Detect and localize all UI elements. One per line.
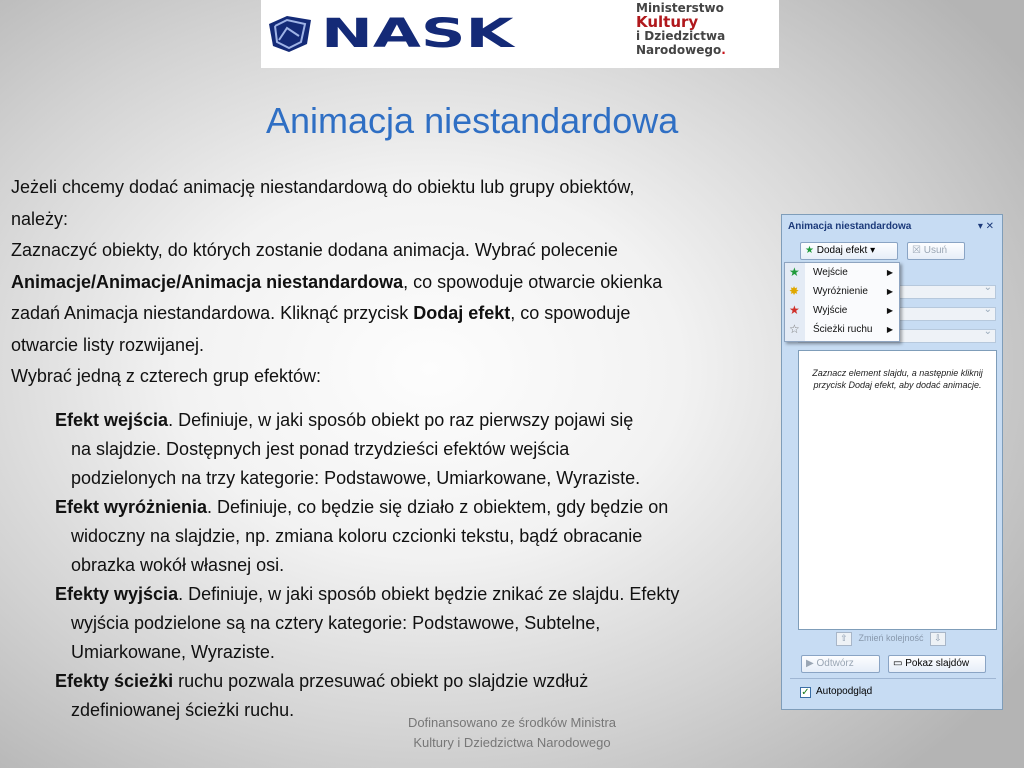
list-item (55, 493, 765, 522)
submenu-arrow-icon: ▶ (886, 306, 893, 315)
effect-term: Efekty wyjścia (55, 584, 179, 604)
list-item (55, 667, 765, 696)
slideshow-button[interactable] (888, 655, 986, 673)
autopreview-label: Autopodgląd (816, 686, 873, 697)
ministry-dot: . (721, 43, 726, 57)
body-bold: Animacje/Animacje/Animacja niestandardowa (11, 271, 404, 292)
animation-listbox[interactable] (798, 350, 997, 630)
check-icon: ✓ (801, 687, 810, 698)
effect-text: . Definiuje, co będzie się działo z obiektem, gdy będzie on (207, 497, 669, 517)
ministry-line-4-text: Narodowego (636, 43, 722, 57)
footer-line-1: Dofinansowano ze środków Ministra (407, 715, 617, 730)
play-icon: ▶ (806, 658, 814, 669)
add-effect-label: Dodaj efekt (816, 245, 868, 256)
pane-controls[interactable]: ▾ ✕ (977, 221, 994, 232)
pane-title: Animacja niestandardowa (788, 221, 912, 232)
menu-item-label: Wyjście (813, 305, 848, 316)
list-item-cont: zdefiniowanej ścieżki ruchu. (71, 700, 295, 720)
chevron-down-icon: ▾ (870, 245, 876, 256)
nask-logo (267, 11, 514, 57)
list-item-cont: widoczny na slajdzie, np. zmiana koloru czcionki tekstu, bądź obracanie (71, 526, 643, 546)
pane-divider (790, 678, 996, 679)
list-item-cont: obrazka wokół własnej osi. (71, 555, 285, 575)
effect-term: Efekty ścieżki (55, 671, 174, 691)
reorder-label: Zmień kolejność (858, 633, 924, 643)
body-line: Wybrać jedną z czterech grup efektów: (11, 366, 321, 386)
exit-star-icon: ★ (789, 303, 800, 317)
emphasis-star-icon: ✸ (789, 284, 800, 298)
move-up-icon[interactable]: ⇧ (836, 632, 852, 646)
menu-item-label: Wejście (813, 267, 848, 278)
add-effect-button[interactable] (800, 242, 898, 260)
body-line (11, 298, 771, 330)
list-item (55, 406, 765, 435)
remove-icon: ☒ (912, 245, 921, 256)
submenu-arrow-icon: ▶ (886, 268, 893, 277)
effect-text: ruchu pozwala przesuwać obiekt po slajdzie wzdłuż (173, 671, 589, 691)
submenu-arrow-icon: ▶ (886, 287, 893, 296)
reorder-row (836, 632, 996, 646)
autopreview-checkbox[interactable] (800, 687, 811, 698)
effect-text: . Definiuje, w jaki sposób obiekt będzie znikać ze slajdu. Efekty (178, 584, 680, 604)
ministry-line-1: Ministerstwo (636, 1, 724, 15)
footer-line-2: Kultury i Dziedzictwa Narodowego (413, 735, 611, 750)
menu-item-motion-paths[interactable] (785, 320, 899, 339)
motion-path-star-icon: ☆ (789, 322, 800, 336)
nask-wordmark: NASK (321, 11, 514, 57)
add-effect-menu (784, 262, 900, 342)
ministry-line-4 (636, 43, 726, 57)
effects-list (55, 406, 765, 725)
body-line: należy: (11, 208, 69, 229)
effect-text: . Definiuje, w jaki sposób obiekt po raz pierwszy pojawi się (168, 410, 634, 430)
body-text: , co spowoduje (510, 303, 631, 323)
menu-item-emphasis[interactable] (785, 282, 899, 301)
listbox-hint: Zaznacz element slajdu, a następnie kliknij przycisk Dodaj efekt, aby dodać animacje. (812, 368, 983, 390)
submenu-arrow-icon: ▶ (886, 325, 893, 334)
entrance-star-icon: ★ (789, 265, 800, 279)
menu-item-entrance[interactable] (785, 263, 899, 282)
slide-body (11, 172, 771, 393)
logo-banner (261, 0, 779, 68)
menu-item-label: Wyróżnienie (813, 286, 868, 297)
menu-item-label: Ścieżki ruchu (813, 324, 873, 335)
slideshow-icon: ▭ (893, 658, 903, 669)
list-item-cont: wyjścia podzielone są na cztery kategorie: Podstawowe, Subtelne, (71, 613, 601, 633)
slide-title: Animacja niestandardowa (266, 100, 679, 141)
ministry-line-2: Kultury (636, 13, 699, 31)
funding-footer (372, 713, 652, 753)
body-text: , co spowoduje otwarcie okienka (403, 271, 663, 292)
nask-emblem-icon (267, 14, 313, 54)
list-item-cont: podzielonych na trzy kategorie: Podstawowe, Umiarkowane, Wyraziste. (71, 468, 641, 488)
menu-item-exit[interactable] (785, 301, 899, 320)
body-line (11, 267, 771, 299)
effect-term: Efekt wyróżnienia (55, 497, 208, 517)
play-label: Odtwórz (816, 658, 854, 669)
body-line: otwarcie listy rozwijanej. (11, 334, 205, 355)
list-item (55, 580, 765, 609)
effect-term: Efekt wejścia (55, 410, 169, 430)
body-bold: Dodaj efekt (413, 303, 511, 323)
slideshow-label: Pokaz slajdów (905, 658, 970, 669)
star-icon: ★ (805, 245, 814, 256)
remove-label: Usuń (923, 245, 948, 256)
body-text: zadań Animacja niestandardowa. Kliknąć przycisk (11, 303, 414, 323)
list-item-cont: Umiarkowane, Wyraziste. (71, 642, 275, 662)
body-line: Zaznaczyć obiekty, do których zostanie dodana animacja. Wybrać polecenie (11, 240, 618, 260)
move-down-icon[interactable]: ⇩ (930, 632, 946, 646)
remove-button[interactable] (907, 242, 965, 260)
play-button[interactable] (801, 655, 880, 673)
pane-header (788, 221, 994, 235)
ministry-line-3: i Dziedzictwa (636, 29, 726, 43)
body-line: Jeżeli chcemy dodać animację niestandardową do obiektu lub grupy obiektów, (11, 177, 635, 197)
list-item-cont: na slajdzie. Dostępnych jest ponad trzydzieści efektów wejścia (71, 439, 570, 459)
ministry-logo (636, 1, 726, 57)
